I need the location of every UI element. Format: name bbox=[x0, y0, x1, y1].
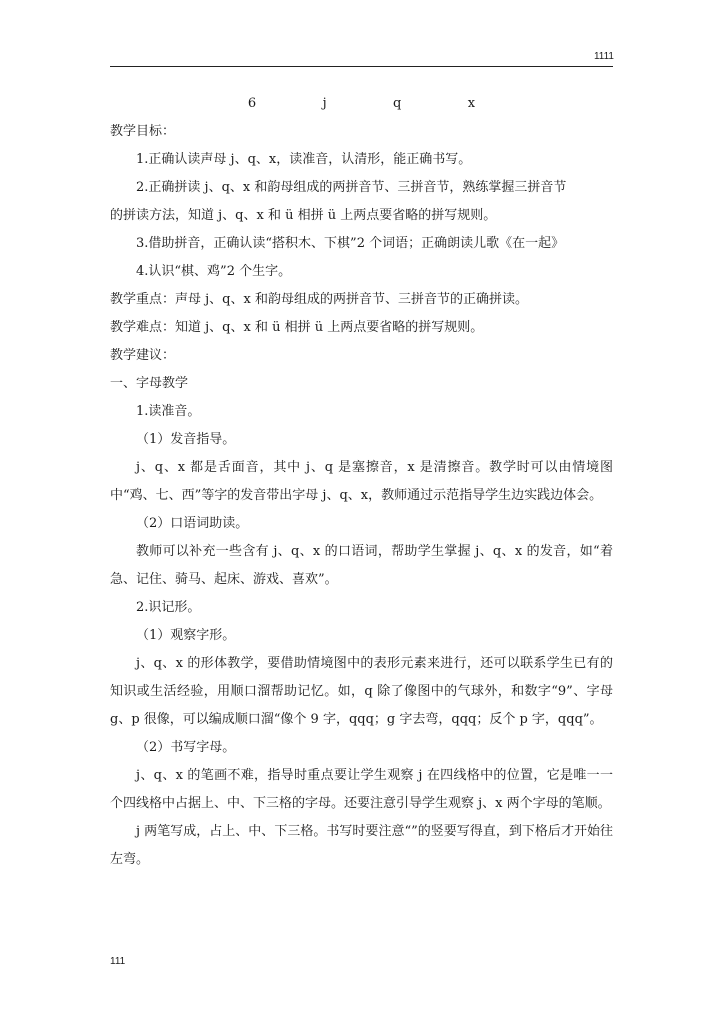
item-writing: （2）书写字母。 bbox=[136, 740, 236, 755]
item-observe-shape: （1）观察字形。 bbox=[136, 628, 236, 643]
objective-3: 3.借助拼音，正确认读“搭积木、下棋”2 个词语；正确朗读儿歌《在一起》 bbox=[136, 236, 565, 251]
document-body bbox=[110, 90, 613, 874]
item-pronunciation-guide: （1）发音指导。 bbox=[136, 432, 236, 447]
objective-4: 4.认识“棋、鸡”2 个生字。 bbox=[136, 264, 292, 279]
lesson-title: 6 j q x bbox=[247, 96, 476, 111]
section-letter-teaching: 一、字母教学 bbox=[110, 376, 189, 391]
paragraph-j-strokes: j 两笔写成，占上、中、下三格。书写时要注意“”的竖要写得直，到下格后才开始往左弯。 bbox=[110, 824, 613, 867]
heading-suggestions: 教学建议： bbox=[110, 348, 176, 363]
difficult-points: 教学难点：知道 j、q、x 和 ü 相拼 ü 上两点要省略的拼写规则。 bbox=[110, 320, 484, 335]
header-rule bbox=[110, 66, 613, 67]
subsection-shape: 2.识记形。 bbox=[136, 600, 201, 615]
paragraph-oral-words: 教师可以补充一些含有 j、q、x 的口语词，帮助学生掌握 j、q、x 的发音，如“着急、记住、骑马、起床、游戏、喜欢”。 bbox=[110, 544, 613, 587]
paragraph-pronunciation: j、q、x 都是舌面音，其中 j、q 是塞擦音，x 是清擦音。教学时可以由情境图中“鸡、七、西”等字的发音带出字母 j、q、x，教师通过示范指导学生边实践边体会。 bbox=[110, 460, 613, 503]
key-points: 教学重点：声母 j、q、x 和韵母组成的两拼音节、三拼音节的正确拼读。 bbox=[110, 292, 528, 307]
objective-1: 1.正确认读声母 j、q、x，读准音，认清形，能正确书写。 bbox=[136, 152, 472, 167]
paragraph-observe-shape: j、q、x 的形体教学，要借助情境图中的表形元素来进行，还可以联系学生已有的知识或生活经验，用顺口溜帮助记忆。如，q 除了像图中的气球外，和数字“9”、字母 g、p 很像，可以编成顺口溜“像个 9 字，qqq；g 字去弯，qqq；反个 p 字，qqq”。 bbox=[110, 656, 613, 727]
footer-page-number: 111 bbox=[110, 956, 126, 967]
header-page-number: 1111 bbox=[593, 51, 614, 62]
subsection-pronunciation: 1.读准音。 bbox=[136, 404, 201, 419]
heading-objectives: 教学目标： bbox=[110, 124, 176, 139]
objective-2-cont: 的拼读方法，知道 j、q、x 和 ü 相拼 ü 上两点要省略的拼写规则。 bbox=[110, 208, 497, 223]
item-oral-words: （2）口语词助读。 bbox=[136, 516, 249, 531]
paragraph-writing: j、q、x 的笔画不难，指导时重点要让学生观察 j 在四线格中的位置，它是唯一一个四线格中占据上、中、下三格的字母。还要注意引导学生观察 j、x 两个字母的笔顺。 bbox=[110, 768, 613, 811]
objective-2: 2.正确拼读 j、q、x 和韵母组成的两拼音节、三拼音节，熟练掌握三拼音节 bbox=[136, 180, 567, 195]
